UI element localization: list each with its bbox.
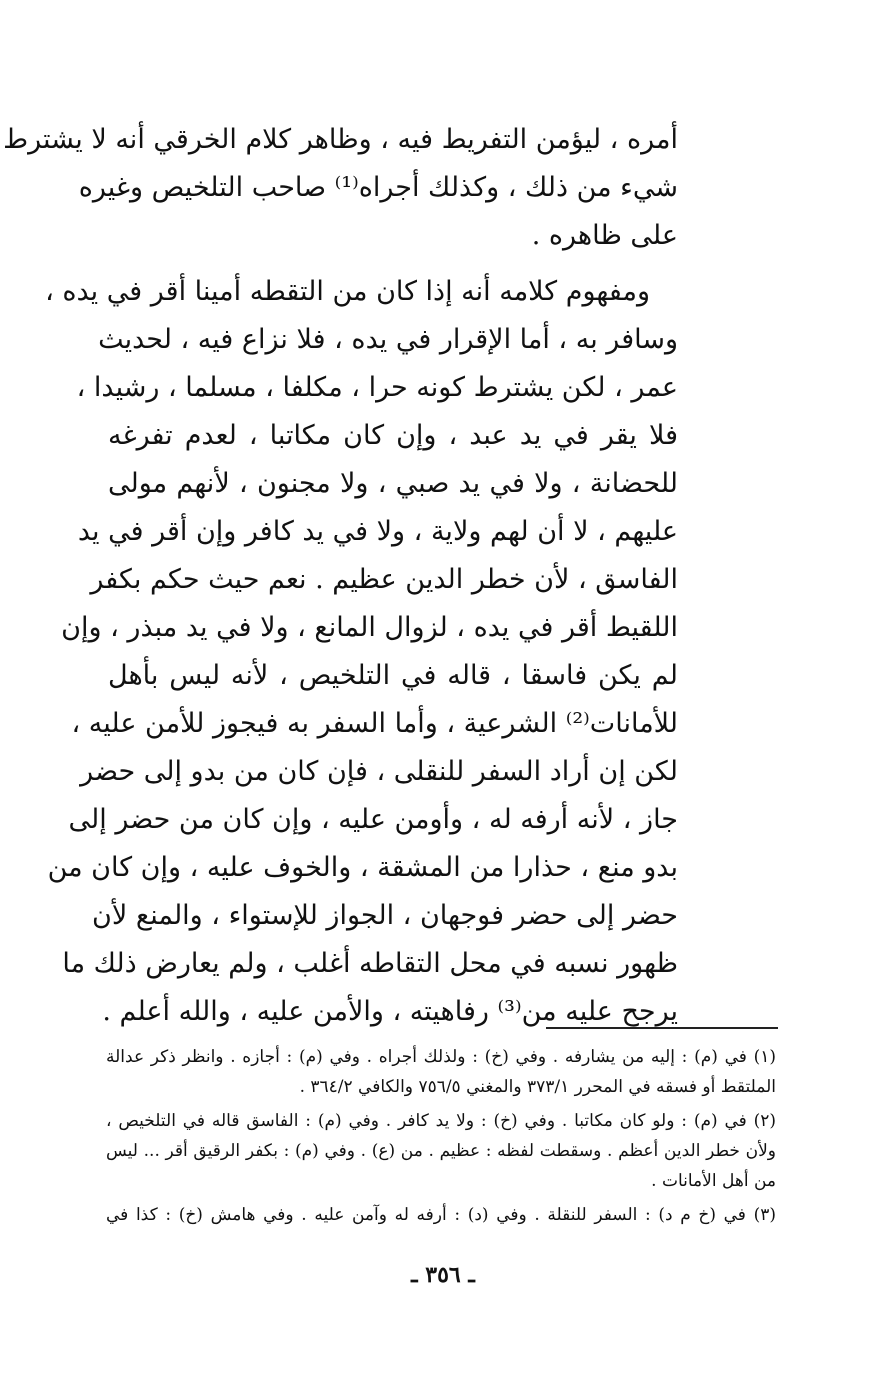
footnote-3 [106,1200,776,1230]
footnote-line: (٣) في (خ م د) : السفر للنقلة . وفي (د) : أرفه له وآمن عليه . وفي هامش (خ) : كذا في [106,1205,776,1225]
footnote-divider [546,1027,778,1029]
text-line: يرجح عليه من⁽³⁾ رفاهيته ، والأمن عليه ، والله أعلم . [102,996,678,1027]
text-line: عمر ، لكن يشترط كونه حرا ، مكلفا ، مسلما ، رشيدا ، [76,372,678,403]
page-number: ـ ٣٥٦ ـ [411,1262,475,1288]
text-line: حضر إلى حضر فوجهان ، الجواز للإستواء ، والمنع لأن [92,900,678,931]
footnote-line: من أهل الأمانات . [651,1171,776,1191]
text-line: بدو منع ، حذارا من المشقة ، والخوف عليه ، وإن كان من [47,852,678,883]
text-line: للحضانة ، ولا في يد صبي ، ولا مجنون ، لأنهم مولى [108,468,678,499]
text-line: لم يكن فاسقا ، قاله في التلخيص ، لأنه ليس بأهل [108,660,678,691]
paragraph-1 [3,116,678,260]
footnote-line: (١) في (م) : إليه من يشارفه . وفي (خ) : ولذلك أجراه . وفي (م) : أجازه . وانظر ذكر عدالة [106,1047,776,1067]
footnote-2 [106,1106,776,1196]
text-line: فلا يقر في يد عبد ، وإن كان مكاتبا ، لعدم تفرغه [108,420,678,451]
text-line: الفاسق ، لأن خطر الدين عظيم . نعم حيث حكم بكفر [90,564,678,595]
text-line: وسافر به ، أما الإقرار في يده ، فلا نزاع فيه ، لحديث [98,324,678,355]
text-line: للأمانات⁽²⁾ الشرعية ، وأما السفر به فيجوز للأمن عليه ، [71,708,678,739]
text-line: على ظاهره . [531,220,678,251]
footnote-line: ولأن خطر الدين أعظم . وسقطت لفظه : عظيم . من (ع) . وفي (م) : بكفر الرقيق أقر ... ليس [106,1141,776,1161]
text-line: اللقيط أقر في يده ، لزوال المانع ، ولا في يد مبذر ، وإن [61,612,678,643]
text-line: جاز ، لأنه أرفه له ، وأومن عليه ، وإن كان من حضر إلى [68,804,678,835]
footnote-1 [106,1042,776,1102]
text-line: أمره ، ليؤمن التفريط فيه ، وظاهر كلام الخرقي أنه لا يشترط [3,124,678,155]
paragraph-2 [45,268,678,1036]
text-line: لكن إن أراد السفر للنقلى ، فإن كان من بدو إلى حضر [80,756,678,787]
text-line: شيء من ذلك ، وكذلك أجراه⁽¹⁾ صاحب التلخيص وغيره [78,172,678,203]
footnotes [106,1042,776,1230]
text-line: ظهور نسبه في محل التقاطه أغلب ، ولم يعارض ذلك ما [62,948,678,979]
text-line: عليهم ، لا أن لهم ولاية ، ولا في يد كافر وإن أقر في يد [77,516,678,547]
footnote-line: الملتقط أو فسقه في المحرر ٣٧٣/١ والمغني ٧٥٦/٥ والكافي ٣٦٤/٢ . [299,1077,776,1097]
text-line: ومفهوم كلامه أنه إذا كان من التقطه أمينا أقر في يده ، [45,276,650,307]
footnote-line: (٢) في (م) : ولو كان مكاتبا . وفي (خ) : ولا يد كافر . وفي (م) : الفاسق قاله في التلخيص ، [106,1111,776,1131]
